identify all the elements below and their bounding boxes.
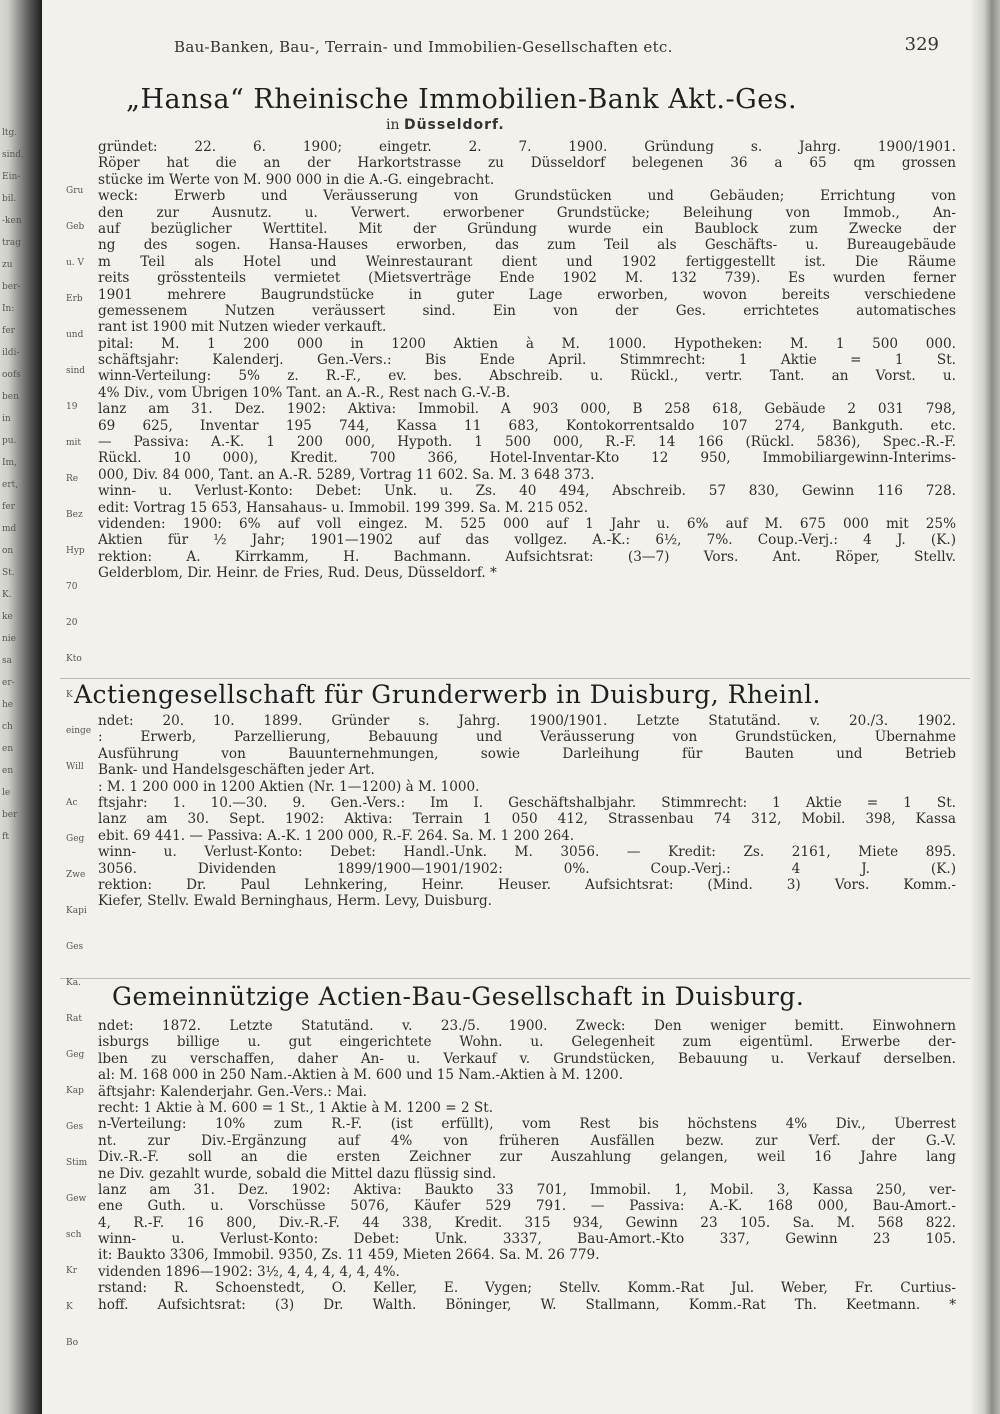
- margin-fragment: zu: [2, 260, 13, 270]
- margin-fragment: oofs: [2, 370, 21, 380]
- text-line: ndet: 20. 10. 1899. Gründer s. Jahrg. 1900/1901. Letzte Statutänd. v. 20./3. 1902.: [98, 713, 956, 729]
- margin-fragment: Ges: [66, 1122, 84, 1132]
- margin-fragment: 70: [66, 582, 78, 592]
- margin-fragment: -ken: [2, 216, 22, 226]
- margin-fragment: sch: [66, 1230, 82, 1240]
- margin-fragment: fer: [2, 502, 15, 512]
- text-line: pital: M. 1 200 000 in 1200 Aktien à M. 1000. Hypotheken: M. 1 500 000.: [98, 335, 956, 352]
- text-line: auf bezüglicher Werttitel. Mit der Gründung wurde ein Baublock zum Zwecke der: [98, 220, 956, 237]
- section-title-gemeinnuetzige: Gemeinnützige Actien-Bau-Gesellschaft in Duisburg.: [112, 982, 805, 1011]
- margin-fragment: sind: [66, 366, 86, 376]
- text-line: Ausführung von Bauunternehmungen, sowie Darleihung für Bauten und Betrieb: [98, 745, 956, 762]
- section-location-prefix: in: [386, 117, 400, 133]
- margin-fragment: ke: [2, 612, 13, 622]
- text-line: winn- u. Verlust-Konto: Debet: Handl.-Unk. M. 3056. — Kredit: Zs. 2161, Miete 895.: [98, 844, 956, 861]
- margin-fragment: Geg: [66, 1050, 85, 1060]
- margin-fragment: Stim: [66, 1158, 88, 1168]
- text-line: Div.-R.-F. soll an die ersten Zeichner zur Auszahlung gelangen, weil 16 Jahre lang: [98, 1149, 956, 1166]
- margin-fragment: Hyp: [66, 546, 85, 556]
- text-line: gemessenem Nutzen veräussert sind. Ein von der Ges. errichtetes automatisches: [98, 302, 956, 319]
- text-line: videnden 1896—1902: 3½, 4, 4, 4, 4, 4, 4%.: [98, 1263, 400, 1280]
- margin-fragment: 20: [66, 618, 78, 628]
- margin-fragment: Erb: [66, 294, 83, 304]
- margin-fragment: en: [2, 744, 14, 754]
- text-line: Kiefer, Stellv. Ewald Berninghaus, Herm. Levy, Duisburg.: [98, 893, 493, 910]
- running-header: Bau-Banken, Bau-, Terrain- und Immobilien-Gesellschaften etc.: [174, 38, 673, 56]
- text-line: ftsjahr: 1. 10.—30. 9. Gen.-Vers.: Im I. Geschäftshalbjahr. Stimmrecht: 1 Aktie = 1 St.: [98, 794, 956, 811]
- margin-fragment: St.: [2, 568, 15, 578]
- margin-fragment: Kapi: [66, 906, 87, 916]
- text-line: winn- u. Verlust-Konto: Debet: Unk. u. Zs. 40 494, Abschreib. 57 830, Gewinn 116 728.: [98, 483, 956, 500]
- margin-fragment: K: [66, 1302, 73, 1312]
- margin-fragment: in: [2, 414, 11, 424]
- margin-fragment: he: [2, 700, 14, 710]
- text-line: ndet: 1872. Letzte Statutänd. v. 23./5. 1900. Zweck: Den weniger bemitt. Einwohnern: [98, 1018, 956, 1034]
- text-line: Bank- und Handelsgeschäften jeder Art.: [98, 762, 375, 779]
- margin-fragment: sa: [2, 656, 12, 666]
- page-number: 329: [904, 34, 939, 55]
- margin-fragment: Bez: [66, 510, 83, 520]
- section-divider: [60, 678, 970, 679]
- margin-fragment: le: [2, 788, 11, 798]
- margin-fragment: ben: [2, 392, 19, 402]
- margin-fragment: trag: [2, 238, 22, 248]
- previous-page-margin-fragments: [0, 0, 40, 1414]
- text-line: äftsjahr: Kalenderjahr. Gen.-Vers.: Mai.: [98, 1083, 368, 1100]
- text-line: m Teil als Hotel und Weinrestaurant dient und 1902 fertiggestellt ist. Die Räume: [98, 253, 956, 270]
- text-line: lanz am 31. Dez. 1902: Aktiva: Baukto 33 701, Immobil. 1, Mobil. 3, Kassa 250, ver-: [98, 1181, 956, 1198]
- margin-fragment: on: [2, 546, 14, 556]
- text-line: recht: 1 Aktie à M. 600 = 1 St., 1 Aktie à M. 1200 = 2 St.: [98, 1099, 494, 1116]
- margin-fragment: ert,: [2, 480, 19, 490]
- text-line: Aktien für ½ Jahr; 1901—1902 auf das vollgez. A.-K.: 6½, 7%. Coup.-Verj.: 4 J. (K.): [98, 532, 956, 549]
- text-line: 1901 mehrere Baugrundstücke in guter Lage erworben, wovon bereits verschiedene: [98, 286, 956, 303]
- margin-fragment: ber-: [2, 282, 21, 292]
- document-page: [60, 0, 975, 1414]
- text-line: hoff. Aufsichtsrat: (3) Dr. Walth. Böninger, W. Stallmann, Komm.-Rat Th. Keetmann. *: [98, 1296, 956, 1313]
- text-line: reits grösstenteils vermietet (Mietsverträge Ende 1902 M. 132 739). Es wurden ferner: [98, 270, 956, 287]
- margin-fragment: Geg: [66, 834, 85, 844]
- text-line: videnden: 1900: 6% auf voll eingez. M. 525 000 auf 1 Jahr u. 6% auf M. 675 000 mit 25%: [98, 515, 956, 532]
- margin-fragment: pu.: [2, 436, 17, 446]
- margin-fragment: nie: [2, 634, 17, 644]
- text-line: : Erwerb, Parzellierung, Bebauung und Veräusserung von Grundstücken, Übernahme: [98, 729, 956, 746]
- margin-fragment: ch: [2, 722, 13, 732]
- margin-fragment: und: [66, 330, 84, 340]
- text-line: rektion: Dr. Paul Lehnkering, Heinr. Heuser. Aufsichtsrat: (Mind. 3) Vors. Komm.-: [98, 876, 956, 893]
- margin-fragment: Kr: [66, 1266, 78, 1276]
- section-title-hansa: „Hansa“ Rheinische Immobilien-Bank Akt.-Ges.: [126, 84, 798, 115]
- text-line: n-Verteilung: 10% zum R.-F. (ist erfüllt), vom Rest bis höchstens 4% Div., Überrest: [98, 1116, 956, 1133]
- margin-fragment: In:: [2, 304, 15, 314]
- margin-fragment: Will: [66, 762, 84, 772]
- margin-fragment: Ges: [66, 942, 84, 952]
- text-line: 000, Div. 84 000, Tant. an A.-R. 5289, Vortrag 11 602. Sa. M. 3 648 373.: [98, 466, 595, 483]
- margin-fragment: einge: [66, 726, 92, 736]
- text-line: rant ist 1900 mit Nutzen wieder verkauft.: [98, 319, 387, 336]
- text-line: ng des sogen. Hansa-Hauses erworben, das zum Teil als Geschäfts- u. Bureaugebäude: [98, 237, 956, 254]
- text-line: 4% Div., vom Übrigen 10% Tant. an A.-R., Rest nach G.-V.-B.: [98, 384, 511, 401]
- text-line: weck: Erwerb und Veräusserung von Grundstücken und Gebäuden; Errichtung von: [98, 188, 956, 205]
- margin-fragment: K: [66, 690, 73, 700]
- text-line: den zur Ausnutz. u. Verwert. erworbener Grundstücke; Beleihung von Immob., An-: [98, 204, 956, 221]
- section-location-place: Düsseldorf.: [403, 117, 505, 133]
- section-title-grunderwerb: Actiengesellschaft für Grunderwerb in Duisburg, Rheinl.: [74, 680, 821, 709]
- margin-fragment: Re: [66, 474, 79, 484]
- text-line: ne Div. gezahlt wurde, sobald die Mittel dazu flüssig sind.: [98, 1165, 497, 1182]
- margin-fragment: sind,: [2, 150, 24, 160]
- text-line: winn-Verteilung: 5% z. R.-F., ev. bes. Abschreib. u. Rückl., vertr. Tant. an Vorst. u.: [98, 368, 956, 385]
- margin-fragment: en: [2, 766, 14, 776]
- margin-fragment: md: [2, 524, 17, 534]
- text-line: Gelderblom, Dir. Heinr. de Fries, Rud. Deus, Düsseldorf. *: [98, 565, 497, 582]
- margin-fragment: 19: [66, 402, 78, 412]
- text-line: lben zu verschaffen, daher An- u. Verkauf v. Grundstücken, Bebauung u. Verkauf derselben.: [98, 1050, 956, 1067]
- text-line: nt. zur Div.-Ergänzung auf 4% von früheren Ausfällen bezw. zur Verf. der G.-V.: [98, 1132, 956, 1149]
- margin-fragment: ltg.: [2, 128, 18, 138]
- text-line: stücke im Werte von M. 900 000 in die A.-G. eingebracht.: [98, 171, 495, 188]
- section-body-gemeinnuetzige: [98, 1018, 956, 1313]
- margin-fragment: Rat: [66, 1014, 82, 1024]
- margin-fragment: Bo: [66, 1338, 79, 1348]
- text-line: 3056. Dividenden 1899/1900—1901/1902: 0%. Coup.-Verj.: 4 J. (K.): [98, 860, 956, 877]
- text-line: rstand: R. Schoenstedt, O. Keller, E. Vygen; Stellv. Komm.-Rat Jul. Weber, Fr. Curtius-: [98, 1280, 956, 1297]
- text-line: lanz am 30. Sept. 1902: Aktiva: Terrain 1 050 412, Strassenbau 74 312, Mobil. 398, Kassa: [98, 811, 956, 828]
- margin-fragment: fer: [2, 326, 15, 336]
- margin-fragment: Kto: [66, 654, 82, 664]
- text-line: ebit. 69 441. — Passiva: A.-K. 1 200 000, R.-F. 264. Sa. M. 1 200 264.: [98, 827, 575, 844]
- margin-fragment: er-: [2, 678, 15, 688]
- margin-fragment: Ac: [66, 798, 78, 808]
- margin-fragment: K.: [2, 590, 12, 600]
- text-line: ene Guth. u. Vorschüsse 5076, Käufer 529 791. — Passiva: A.-K. 168 000, Bau-Amort.-: [98, 1198, 956, 1215]
- text-line: : M. 1 200 000 in 1200 Aktien (Nr. 1—1200) à M. 1000.: [98, 778, 480, 795]
- text-line: Rückl. 10 000), Kredit. 700 366, Hotel-Inventar-Kto 12 950, Immobiliargewinn-Interims-: [98, 450, 956, 467]
- text-line: 4, R.-F. 16 800, Div.-R.-F. 44 338, Kredit. 315 934, Gewinn 23 105. Sa. M. 568 822.: [98, 1214, 956, 1231]
- margin-fragment: Geb: [66, 222, 85, 232]
- text-line: winn- u. Verlust-Konto: Debet: Unk. 3337, Bau-Amort.-Kto 337, Gewinn 23 105.: [98, 1231, 956, 1248]
- margin-fragment: Gru: [66, 186, 84, 196]
- text-line: Röper hat die an der Harkortstrasse zu Düsseldorf belegenen 36 a 65 qm grossen: [98, 155, 956, 172]
- text-line: 69 625, Inventar 195 744, Kassa 11 683, Kontokorrentsaldo 107 274, Bankguth. etc.: [98, 417, 956, 434]
- margin-fragment: Ein-: [2, 172, 21, 182]
- text-line: lanz am 31. Dez. 1902: Aktiva: Immobil. A 903 000, B 258 618, Gebäude 2 031 798,: [98, 401, 956, 418]
- margin-fragment: mit: [66, 438, 82, 448]
- text-line: rektion: A. Kirrkamm, H. Bachmann. Aufsichtsrat: (3—7) Vors. Ant. Röper, Stellv.: [98, 548, 956, 565]
- text-line: it: Baukto 3306, Immobil. 9350, Zs. 11 459, Mieten 2664. Sa. M. 26 779.: [98, 1247, 600, 1264]
- text-line: — Passiva: A.-K. 1 200 000, Hypoth. 1 500 000, R.-F. 14 166 (Rückl. 5836), Spec.-R.-F.: [98, 434, 956, 451]
- margin-fragment: Zwe: [66, 870, 86, 880]
- margin-fragment: ber: [2, 810, 18, 820]
- margin-fragment: u. V: [66, 258, 85, 268]
- margin-fragment: ildi-: [2, 348, 20, 358]
- section-body-hansa: [98, 139, 956, 582]
- margin-fragment: Ka.: [66, 978, 81, 988]
- margin-fragment: Kap: [66, 1086, 84, 1096]
- margin-fragment: Im,: [2, 458, 17, 468]
- text-line: edit: Vortrag 15 653, Hansahaus- u. Immobil. 199 399. Sa. M. 215 052.: [98, 499, 589, 516]
- text-line: isburgs billige u. gut eingerichtete Wohn. u. Gelegenheit zum eigentüml. Erwerbe der-: [98, 1034, 956, 1051]
- margin-fragment: Gew: [66, 1194, 87, 1204]
- section-location-hansa: [386, 117, 505, 133]
- section-body-grunderwerb: [98, 713, 956, 910]
- section-divider: [60, 978, 970, 979]
- margin-fragment: ft: [2, 832, 9, 842]
- margin-fragment: bil.: [2, 194, 17, 204]
- text-line: gründet: 22. 6. 1900; eingetr. 2. 7. 1900. Gründung s. Jahrg. 1900/1901.: [98, 139, 956, 155]
- text-line: al: M. 168 000 in 250 Nam.-Aktien à M. 600 und 15 Nam.-Aktien à M. 1200.: [98, 1067, 624, 1084]
- text-line: schäftsjahr: Kalenderj. Gen.-Vers.: Bis Ende April. Stimmrecht: 1 Aktie = 1 St.: [98, 352, 956, 369]
